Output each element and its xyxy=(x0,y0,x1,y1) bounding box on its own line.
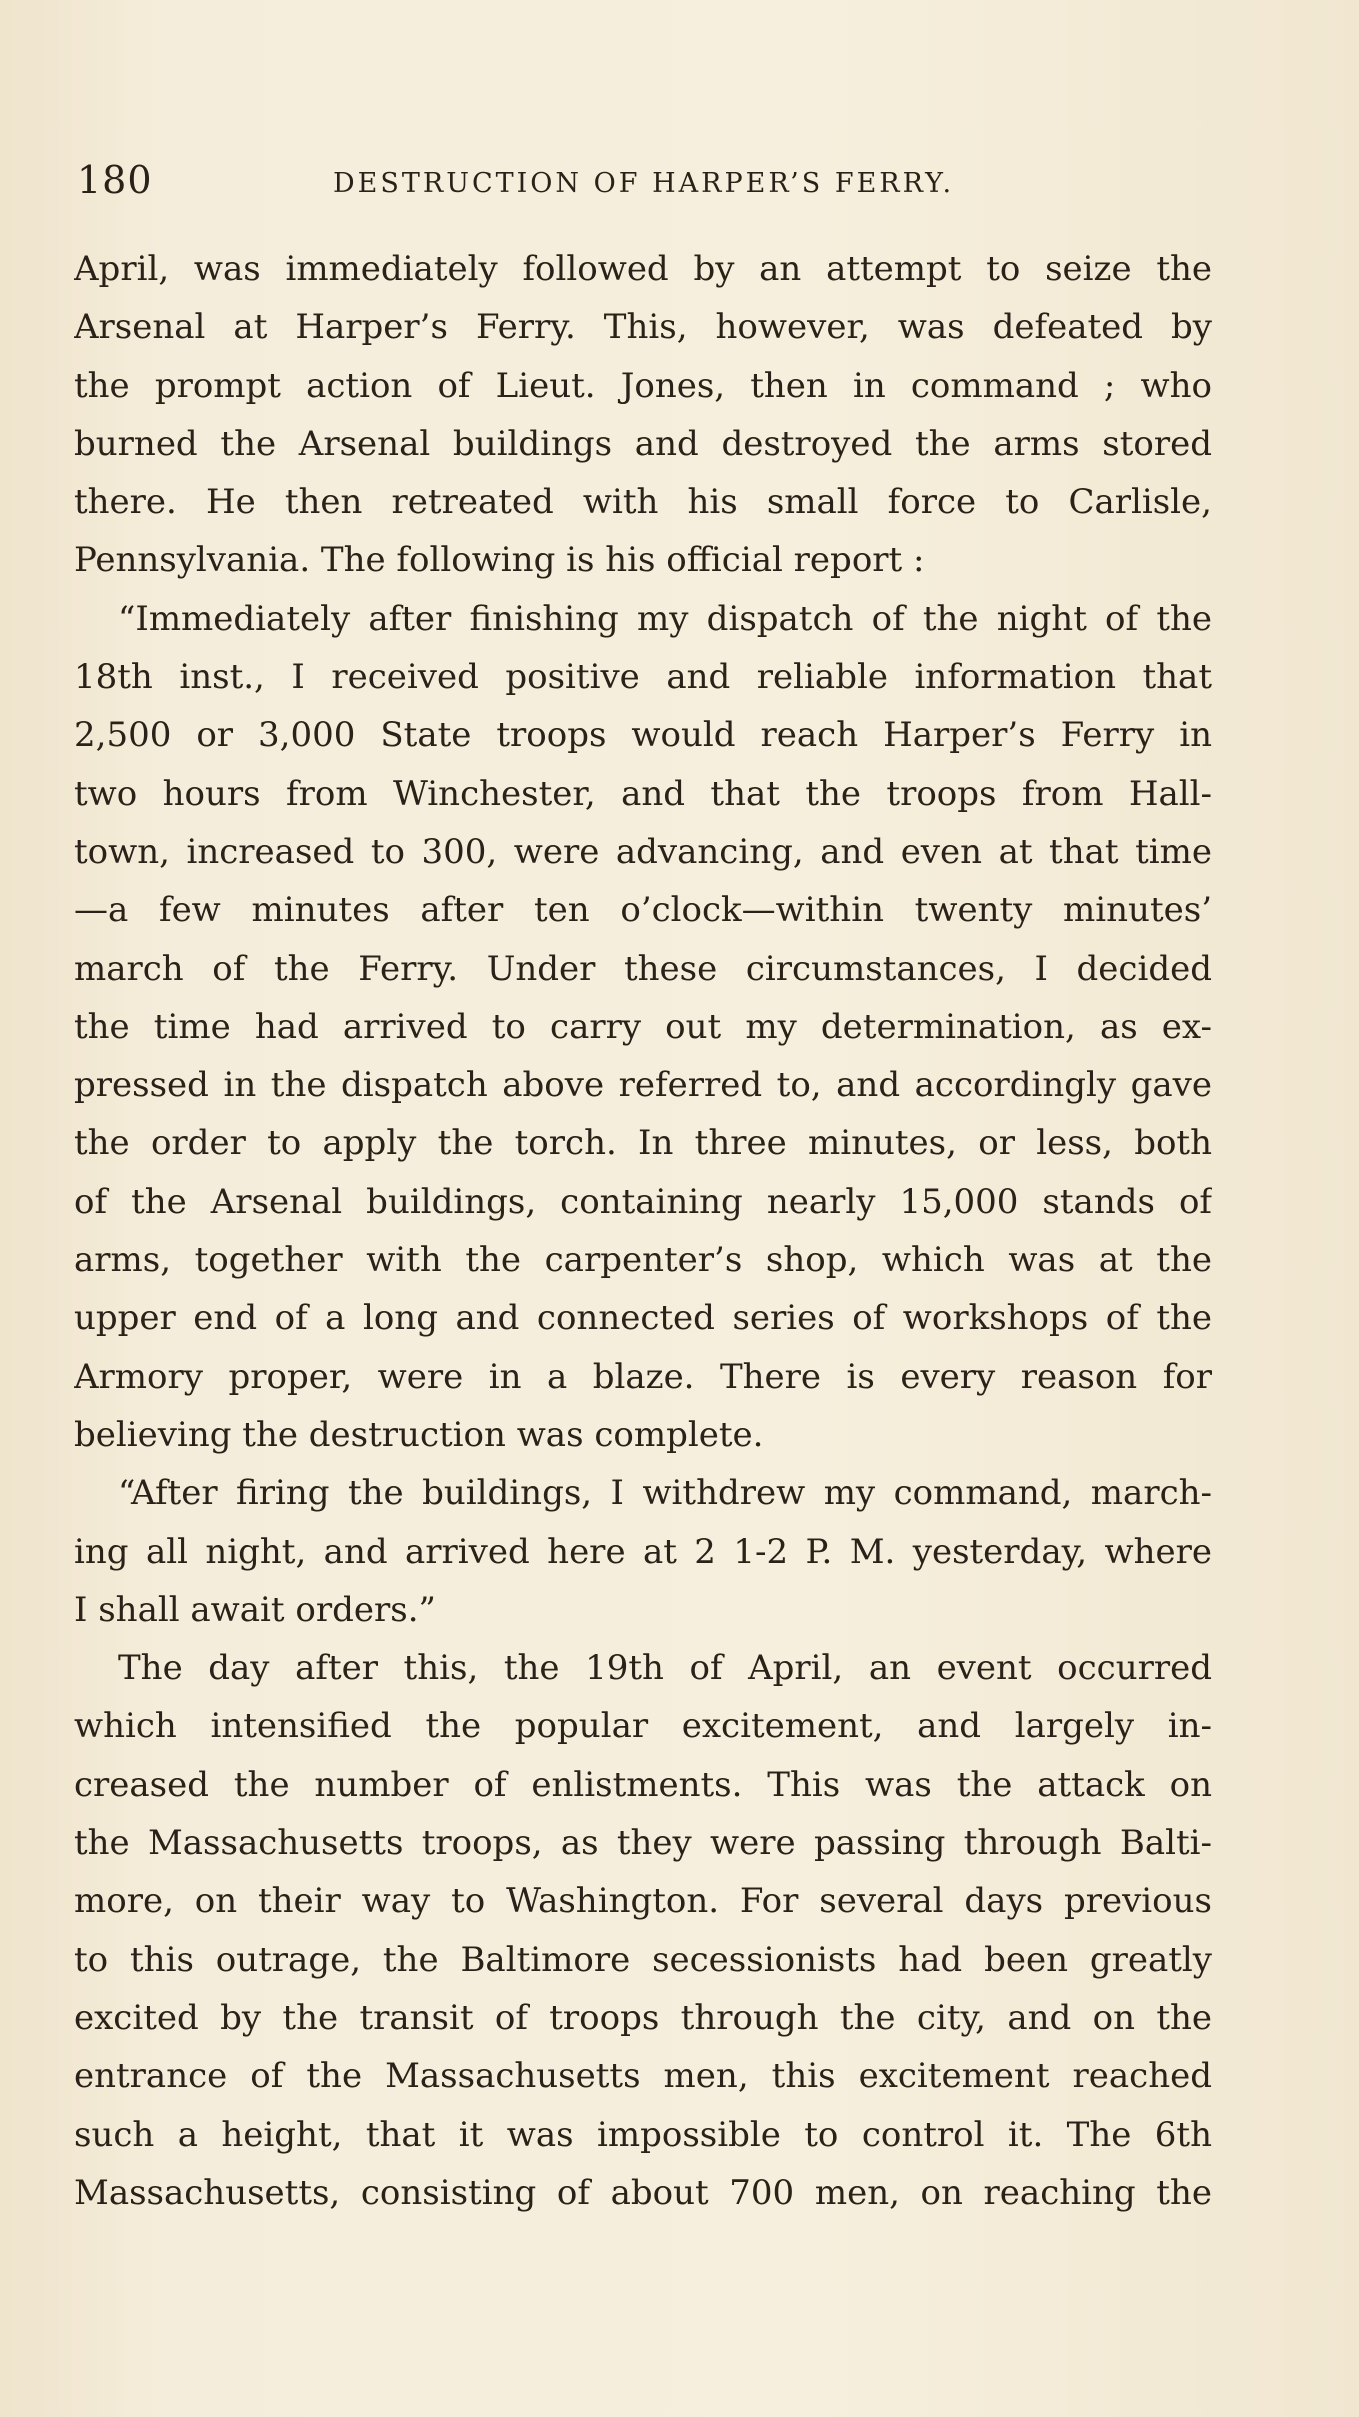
text-line: “Immediately after finishing my dispatch of the night of the xyxy=(118,598,1212,639)
text-line: 18th inst., I received positive and reliable information that xyxy=(74,657,1212,698)
text-line: I shall await orders.” xyxy=(74,1589,436,1630)
text-line: April, was immediately followed by an attempt to seize the xyxy=(74,249,1212,289)
text-line: burned the Arsenal buildings and destroyed the arms stored xyxy=(74,423,1212,464)
text-line: The day after this, the 19th of April, an event occurred xyxy=(118,1648,1212,1689)
text-line: the prompt action of Lieut. Jones, then in command ; who xyxy=(74,365,1212,406)
text-line: arms, together with the carpenter’s shop, which was at the xyxy=(74,1240,1212,1281)
text-line: of the Arsenal buildings, containing nearly 15,000 stands of xyxy=(74,1181,1212,1222)
text-line: the Massachusetts troops, as they were passing through Balti- xyxy=(74,1823,1212,1864)
text-line: two hours from Winchester, and that the troops from Hall- xyxy=(74,773,1212,814)
text-line: the time had arrived to carry out my determination, as ex- xyxy=(74,1006,1212,1047)
text-line: believing the destruction was complete. xyxy=(74,1414,764,1455)
text-line: entrance of the Massachusetts men, this excitement reached xyxy=(74,2056,1212,2097)
body-text xyxy=(74,240,1212,2222)
text-line: more, on their way to Washington. For several days previous xyxy=(74,1881,1212,1922)
text-line: upper end of a long and connected series of workshops of the xyxy=(74,1298,1212,1339)
text-line: excited by the transit of troops through the city, and on the xyxy=(74,1997,1212,2038)
page-header xyxy=(73,158,1279,208)
text-line: town, increased to 300, were advancing, and even at that time xyxy=(74,831,1212,872)
text-line: —a few minutes after ten o’clock—within twenty minutes’ xyxy=(74,890,1212,931)
page-number: 180 xyxy=(77,158,153,202)
text-line: Massachusetts, consisting of about 700 men, on reaching the xyxy=(74,2172,1212,2213)
text-line: Pennsylvania. The following is his official report : xyxy=(74,540,925,581)
text-line: creased the number of enlistments. This was the attack on xyxy=(74,1764,1212,1805)
text-line: which intensified the popular excitement, and largely in- xyxy=(74,1706,1212,1747)
text-line: there. He then retreated with his small force to Carlisle, xyxy=(74,482,1212,523)
running-head: DESTRUCTION OF HARPER’S FERRY. xyxy=(333,168,955,199)
text-line: the order to apply the torch. In three minutes, or less, both xyxy=(74,1123,1212,1164)
text-line: ing all night, and arrived here at 2 1-2 P. M. yesterday, where xyxy=(74,1531,1212,1572)
text-line: Armory proper, were in a blaze. There is every reason for xyxy=(74,1356,1212,1397)
text-line: such a height, that it was impossible to control it. The 6th xyxy=(74,2114,1212,2155)
text-line: pressed in the dispatch above referred to, and accordingly gave xyxy=(74,1065,1212,1106)
text-line: march of the Ferry. Under these circumstances, I decided xyxy=(74,948,1212,989)
text-line: to this outrage, the Baltimore secessionists had been greatly xyxy=(74,1939,1212,1980)
text-line: 2,500 or 3,000 State troops would reach Harper’s Ferry in xyxy=(74,715,1212,756)
text-line: “After firing the buildings, I withdrew my command, march- xyxy=(118,1473,1212,1514)
text-line: Arsenal at Harper’s Ferry. This, however, was defeated by xyxy=(74,307,1212,348)
